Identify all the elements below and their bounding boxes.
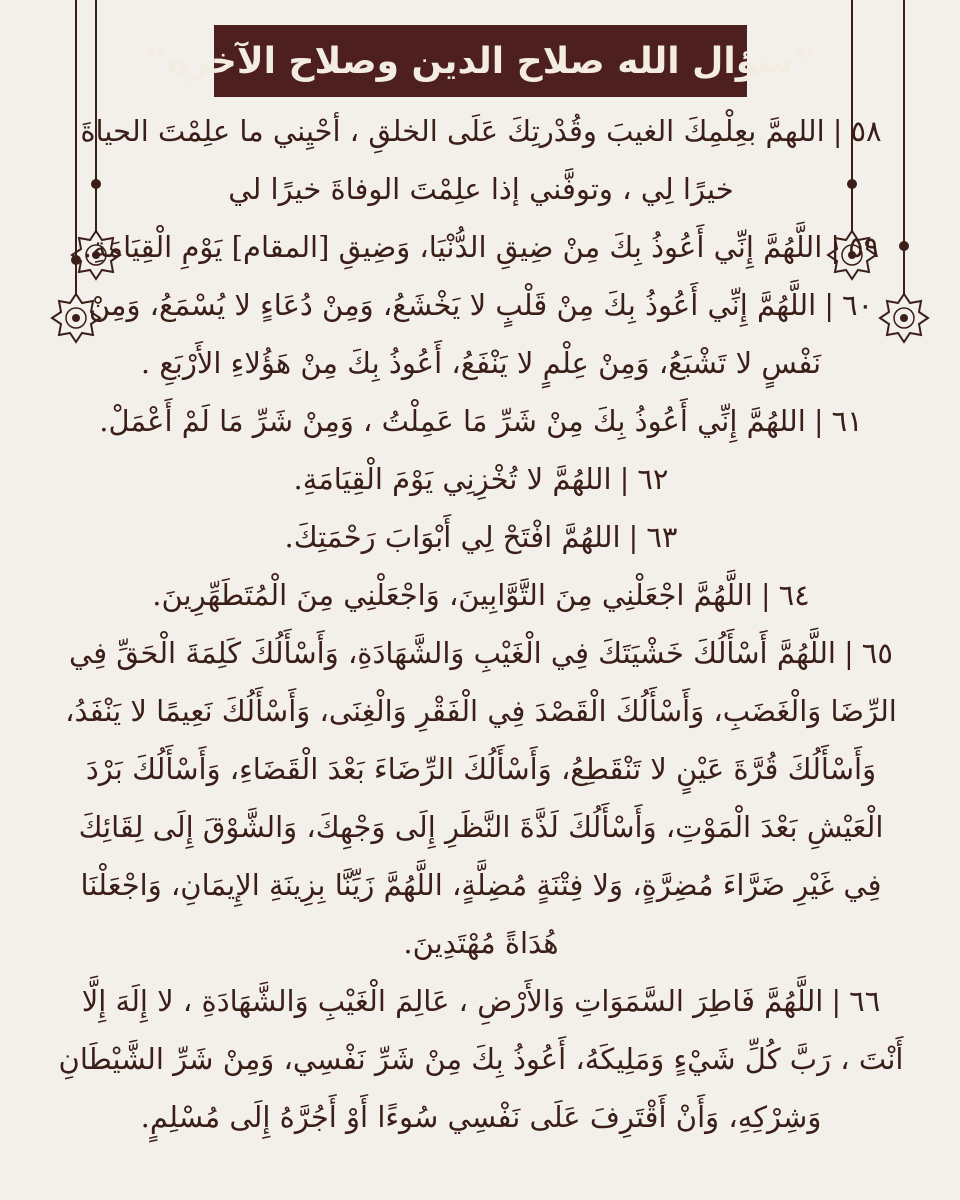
dua-text: اللهمَّ بعِلْمِكَ الغيبَ وقُدْرتِكَ عَلَى الخلقِ ، أحْيِني ما علِمْتَ الحياةَ خيرًا لِي ، وتوفَّني إذا علِمْتَ الوفاةَ خيرًا لي bbox=[80, 114, 825, 206]
dua-number: ٦٤ bbox=[778, 578, 810, 612]
dua-text: اللهُمَّ إِنِّي أَعُوذُ بِكَ مِنْ شَرِّ مَا عَمِلْتُ ، وَمِنْ شَرِّ مَا لَمْ أَعْمَلْ. bbox=[99, 404, 806, 438]
dua-text: اللَّهُمَّ إِنِّي أَعُوذُ بِكَ مِنْ قَلْبٍ لا يَخْشَعُ، وَمِنْ دُعَاءٍ لا يُسْمَعُ، وَمِنْ نَفْسٍ لا تَشْبَعُ، وَمِنْ عِلْمٍ لا يَنْفَعُ، أَعُوذُ بِكَ مِنْ هَؤُلاءِ الأَرْبَعِ . bbox=[88, 288, 822, 380]
dua-number: ٥٩ bbox=[848, 230, 880, 264]
dua-number: ٦٣ bbox=[646, 520, 678, 554]
dua-list bbox=[55, 102, 907, 1182]
dua-item-60: ٦٠|اللَّهُمَّ إِنِّي أَعُوذُ بِكَ مِنْ قَلْبٍ لا يَخْشَعُ، وَمِنْ دُعَاءٍ لا يُسْمَعُ، وَمِنْ نَفْسٍ لا تَشْبَعُ، وَمِنْ عِلْمٍ لا يَنْفَعُ، أَعُوذُ بِكَ مِنْ هَؤُلاءِ الأَرْبَعِ . bbox=[88, 288, 874, 380]
dua-item-66: ٦٦|اللَّهُمَّ فَاطِرَ السَّمَوَاتِ وَالأَرْضِ ، عَالِمَ الْغَيْبِ وَالشَّهَادَةِ ، لا إِلَهَ إِلَّا أَنْتَ ، رَبَّ كُلِّ شَيْءٍ وَمَلِيكَهُ، أَعُوذُ بِكَ مِنْ شَرِّ نَفْسِي، وَمِنْ شَرِّ الشَّيْطَانِ وَشِرْكِهِ، وَأَنْ أَقْتَرِفَ عَلَى نَفْسِي سُوءًا أَوْ أَجُرَّهُ إِلَى مُسْلِمٍ. bbox=[58, 984, 904, 1134]
dua-text: اللَّهُمَّ اجْعَلْنِي مِنَ التَّوَّابِينَ، وَاجْعَلْنِي مِنَ الْمُتَطَهِّرِينَ. bbox=[152, 578, 753, 612]
dua-number: ٦٦ bbox=[849, 984, 881, 1018]
dua-number: ٦٠ bbox=[841, 288, 874, 322]
dua-item-63: ٦٣|اللهُمَّ افْتَحْ لِي أَبْوَابَ رَحْمَتِكَ. bbox=[284, 520, 678, 554]
dua-item-62: ٦٢|اللهُمَّ لا تُخْزِنِي يَوْمَ الْقِيَامَةِ. bbox=[293, 462, 669, 496]
dua-item-61: ٦١|اللهُمَّ إِنِّي أَعُوذُ بِكَ مِنْ شَرِّ مَا عَمِلْتُ ، وَمِنْ شَرِّ مَا لَمْ أَعْمَلْ. bbox=[99, 404, 863, 438]
dua-number: ٦٢ bbox=[637, 462, 669, 496]
dua-text: اللَّهُمَّ فَاطِرَ السَّمَوَاتِ وَالأَرْضِ ، عَالِمَ الْغَيْبِ وَالشَّهَادَةِ ، لا إِلَهَ إِلَّا أَنْتَ ، رَبَّ كُلِّ شَيْءٍ وَمَلِيكَهُ، أَعُوذُ بِكَ مِنْ شَرِّ نَفْسِي، وَمِنْ شَرِّ الشَّيْطَانِ وَشِرْكِهِ، وَأَنْ أَقْتَرِفَ عَلَى نَفْسِي سُوءًا أَوْ أَجُرَّهُ إِلَى مُسْلِمٍ. bbox=[58, 984, 904, 1134]
dua-item-64: ٦٤|اللَّهُمَّ اجْعَلْنِي مِنَ التَّوَّابِينَ، وَاجْعَلْنِي مِنَ الْمُتَطَهِّرِينَ. bbox=[152, 578, 810, 612]
dua-text: اللهُمَّ افْتَحْ لِي أَبْوَابَ رَحْمَتِكَ. bbox=[284, 520, 621, 554]
dua-item-58: ٥٨|اللهمَّ بعِلْمِكَ الغيبَ وقُدْرتِكَ عَلَى الخلقِ ، أحْيِني ما علِمْتَ الحياةَ خيرًا لِي ، وتوفَّني إذا علِمْتَ الوفاةَ خيرًا لي bbox=[80, 114, 882, 206]
title-banner bbox=[143, 25, 818, 97]
dua-text: اللهُمَّ لا تُخْزِنِي يَوْمَ الْقِيَامَةِ. bbox=[293, 462, 612, 496]
dua-text: اللَّهُمَّ أَسْأَلُكَ خَشْيَتَكَ فِي الْغَيْبِ وَالشَّهَادَةِ، وَأَسْأَلُكَ كَلِمَةَ الْحَقِّ فِي الرِّضَا وَالْغَضَبِ، وَأَسْأَلُكَ الْقَصْدَ فِي الْفَقْرِ وَالْغِنَى، وَأَسْأَلُكَ نَعِيمًا لا يَنْفَدُ، وَأَسْأَلُكَ قُرَّةَ عَيْنٍ لا تَنْقَطِعُ، وَأَسْأَلُكَ الرِّضَاءَ بَعْدَ الْقَضَاءِ، وَأَسْأَلُكَ بَرْدَ الْعَيْشِ بَعْدَ الْمَوْتِ، وَأَسْأَلُكَ لَذَّةَ النَّظَرِ إِلَى وَجْهِكَ، وَالشَّوْقَ إِلَى لِقَائِكَ فِي غَيْرِ ضَرَّاءَ مُضِرَّةٍ، وَلا فِتْنَةٍ مُضِلَّةٍ، اللَّهُمَّ زَيِّنَّا بِزِينَةِ الإِيمَانِ، وَاجْعَلْنَا هُدَاةً مُهْتَدِينَ. bbox=[65, 636, 897, 960]
dua-item-65: ٦٥|اللَّهُمَّ أَسْأَلُكَ خَشْيَتَكَ فِي الْغَيْبِ وَالشَّهَادَةِ، وَأَسْأَلُكَ كَلِمَةَ الْحَقِّ فِي الرِّضَا وَالْغَضَبِ، وَأَسْأَلُكَ الْقَصْدَ فِي الْفَقْرِ وَالْغِنَى، وَأَسْأَلُكَ نَعِيمًا لا يَنْفَدُ، وَأَسْأَلُكَ قُرَّةَ عَيْنٍ لا تَنْقَطِعُ، وَأَسْأَلُكَ الرِّضَاءَ بَعْدَ الْقَضَاءِ، وَأَسْأَلُكَ بَرْدَ الْعَيْشِ بَعْدَ الْمَوْتِ، وَأَسْأَلُكَ لَذَّةَ النَّظَرِ إِلَى وَجْهِكَ، وَالشَّوْقَ إِلَى لِقَائِكَ فِي غَيْرِ ضَرَّاءَ مُضِرَّةٍ، وَلا فِتْنَةٍ مُضِلَّةٍ، اللَّهُمَّ زَيِّنَّا بِزِينَةِ الإِيمَانِ، وَاجْعَلْنَا هُدَاةً مُهْتَدِينَ. bbox=[65, 636, 897, 960]
dua-item-59: ٥٩|اللَّهُمَّ إِنِّي أَعُوذُ بِكَ مِنْ ضِيقِ الدُّنْيَا، وَضِيقِ [المقام] يَوْمِ الْقِيَامَةِ. bbox=[82, 230, 880, 264]
dua-number: ٦٥ bbox=[861, 636, 893, 670]
page-title: “سؤال الله صلاح الدين وصلاح الآخرة” bbox=[143, 40, 818, 82]
dua-number: ٥٨ bbox=[850, 114, 882, 148]
dua-text: اللَّهُمَّ إِنِّي أَعُوذُ بِكَ مِنْ ضِيقِ الدُّنْيَا، وَضِيقِ [المقام] يَوْمِ الْقِيَامَةِ. bbox=[82, 230, 823, 264]
dua-number: ٦١ bbox=[831, 404, 863, 438]
